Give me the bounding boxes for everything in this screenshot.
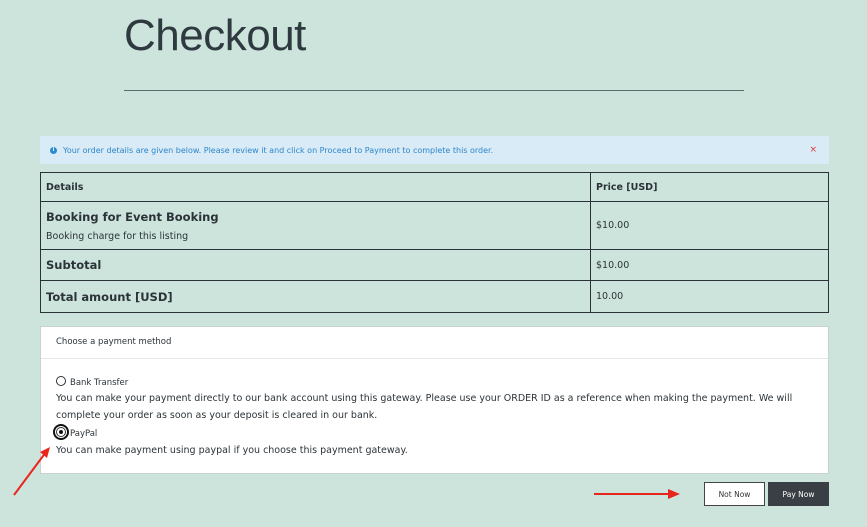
booking-subtitle: Booking charge for this listing [46, 230, 189, 242]
info-icon: i [50, 147, 57, 154]
close-icon[interactable]: × [809, 145, 817, 155]
bank-transfer-description: You can make your payment directly to our bank account using this gateway. Please use your ORDER ID as a reference when making the payment. We will complete your order as soon as your deposit is cleared in our bank. [56, 393, 793, 421]
alert-text: Your order details are given below. Please review it and click on Proceed to Payment to complete this order. [63, 145, 494, 155]
arrow-to-buttons-icon [594, 489, 680, 499]
subtotal-price: $10.00 [591, 250, 829, 281]
booking-title: Booking for Event Booking [46, 209, 219, 224]
pay-now-button[interactable]: Pay Now [768, 482, 829, 506]
booking-price: $10.00 [591, 202, 829, 250]
column-header-price: Price [USD] [591, 173, 829, 202]
not-now-button[interactable]: Not Now [704, 482, 765, 506]
total-label: Total amount [USD] [41, 281, 591, 313]
payment-method-header: Choose a payment method [41, 327, 828, 359]
column-header-details: Details [41, 173, 591, 202]
subtotal-label: Subtotal [41, 250, 591, 281]
bank-transfer-label: Bank Transfer [70, 378, 129, 388]
page-title: Checkout [124, 11, 306, 60]
arrow-to-paypal-icon [14, 447, 50, 495]
paypal-label: PayPal [70, 429, 98, 439]
total-price: 10.00 [591, 281, 829, 313]
paypal-description: You can make payment using paypal if you choose this payment gateway. [56, 445, 408, 456]
